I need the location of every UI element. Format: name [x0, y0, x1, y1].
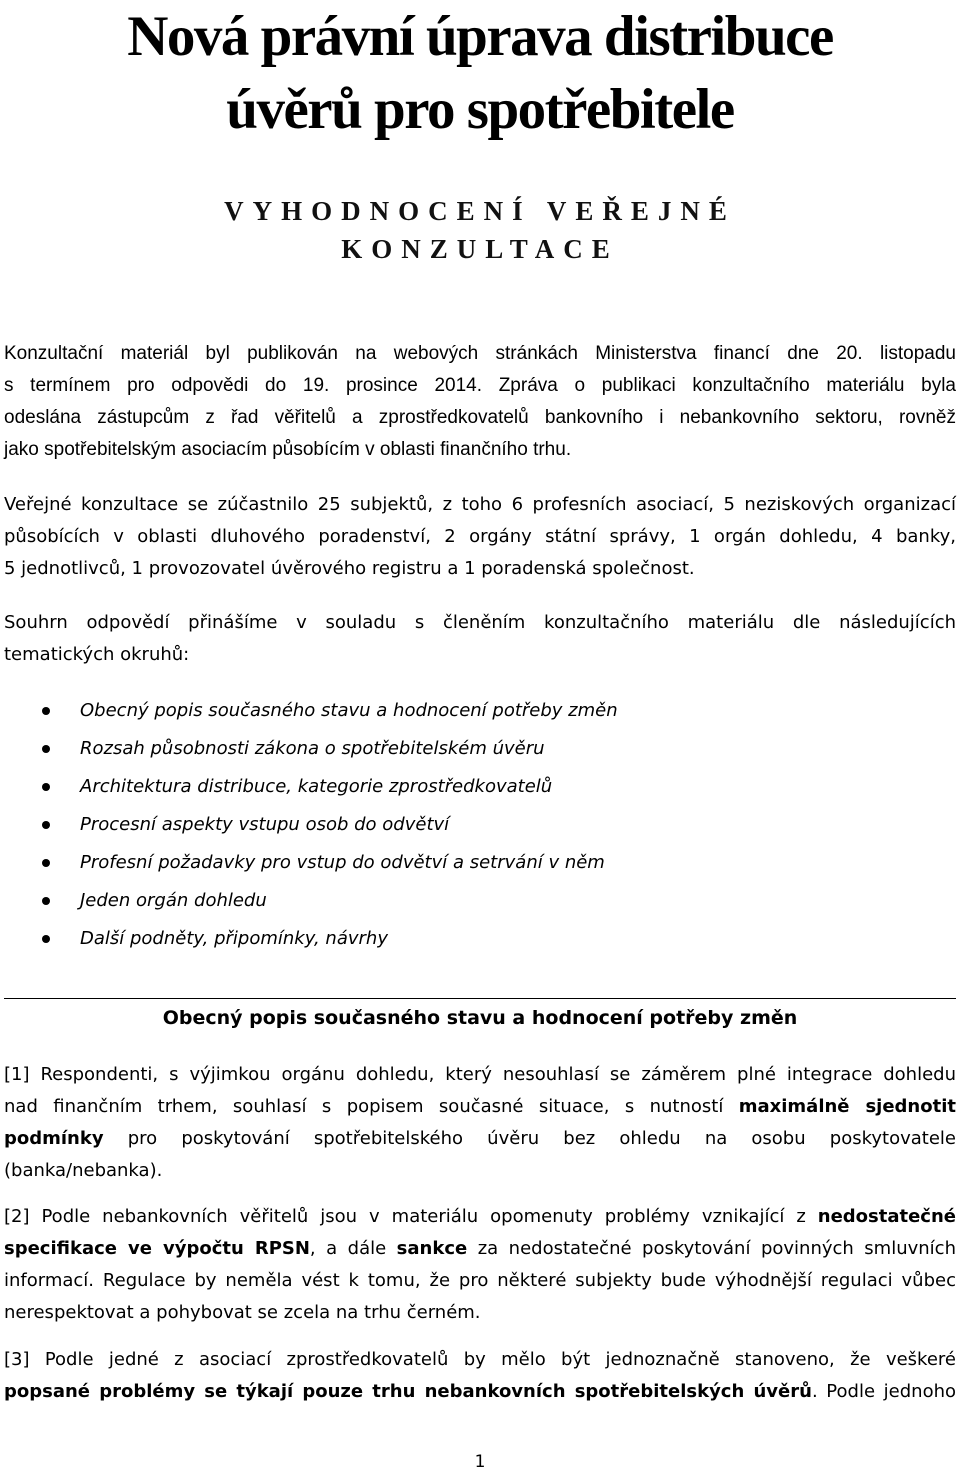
emphasis: specifikace ve výpočtu RPSN — [4, 1238, 310, 1259]
intro-line: s termínem pro odpovědi do 19. prosince 2014. Zpráva o publikaci konzultačního materiálu byla — [4, 375, 956, 396]
title-line-2: úvěrů pro spotřebitele — [226, 78, 734, 141]
summary-line: tematických okruhů: — [4, 644, 190, 665]
bullet-icon — [42, 707, 50, 715]
title-line-1: Nová právní úprava distribuce — [127, 5, 833, 68]
document-title — [0, 0, 960, 146]
emphasis: nedostatečné — [817, 1206, 956, 1227]
item-line: [2] Podle nebankovních věřitelů jsou v materiálu opomenuty problémy vznikající z nedostatečné — [4, 1206, 956, 1227]
item-1-paragraph — [4, 1059, 956, 1187]
subtitle-line-2: KONZULTACE — [341, 234, 619, 264]
list-item: Profesní požadavky pro vstup do odvětví a setrvání v něm — [0, 844, 960, 882]
page-number: 1 — [474, 1452, 486, 1472]
item-line: nad finančním trhem, souhlasí s popisem současné situace, s nutností maximálně sjednotit — [4, 1096, 956, 1117]
emphasis: sankce — [396, 1238, 468, 1259]
list-item: Jeden orgán dohledu — [0, 882, 960, 920]
bullet-icon — [42, 745, 50, 753]
item-line: popsané problémy se týkají pouze trhu nebankovních spotřebitelských úvěrů. Podle jednoho — [4, 1381, 957, 1402]
section-divider — [4, 998, 956, 999]
list-item: Rozsah působnosti zákona o spotřebitelském úvěru — [0, 730, 960, 768]
item-line: [1] Respondenti, s výjimkou orgánu dohledu, který nesouhlasí se záměrem plné integrace dohledu — [4, 1064, 956, 1085]
consultation-line: působících v oblasti dluhového poradenství, 2 orgány státní správy, 1 orgán dohledu, 4 banky, — [4, 526, 956, 547]
bullet-icon — [42, 783, 50, 791]
intro-paragraph — [4, 338, 956, 466]
item-line: (banka/nebanka). — [4, 1160, 163, 1181]
item-line: informací. Regulace by neměla vést k tomu, že pro některé subjekty bude výhodnější regulaci vůbec — [4, 1270, 956, 1291]
list-item: Procesní aspekty vstupu osob do odvětví — [0, 806, 960, 844]
topics-list — [0, 692, 960, 958]
consultation-line: Veřejné konzultace se zúčastnilo 25 subjektů, z toho 6 profesních asociací, 5 neziskových organizací — [4, 494, 956, 515]
intro-line: Konzultační materiál byl publikován na webových stránkách Ministerstva financí dne 20. listopadu — [4, 343, 956, 364]
bullet-icon — [42, 897, 50, 905]
bullet-icon — [42, 821, 50, 829]
emphasis: podmínky — [4, 1128, 104, 1149]
item-line: [3] Podle jedné z asociací zprostředkovatelů by mělo být jednoznačně stanoveno, že veškeré — [4, 1349, 956, 1370]
summary-paragraph — [4, 607, 956, 671]
section-heading: Obecný popis současného stavu a hodnocení potřeby změn — [162, 1007, 798, 1029]
summary-line: Souhrn odpovědí přinášíme v souladu s členěním konzultačního materiálu dle následujících — [4, 612, 956, 633]
intro-line: odeslána zástupcům z řad věřitelů a zprostředkovatelů bankovního i nebankovního sektoru, rovněž — [4, 407, 956, 428]
list-item: Obecný popis současného stavu a hodnocení potřeby změn — [0, 692, 960, 730]
consultation-line: 5 jednotlivců, 1 provozovatel úvěrového registru a 1 poradenská společnost. — [4, 558, 695, 579]
intro-line: jako spotřebitelským asociacím působícím v oblasti finančního trhu. — [4, 439, 572, 460]
document-subtitle — [0, 192, 960, 268]
list-item: Architektura distribuce, kategorie zprostředkovatelů — [0, 768, 960, 806]
bullet-icon — [42, 935, 50, 943]
emphasis: maximálně sjednotit — [738, 1096, 956, 1117]
item-3-paragraph — [4, 1344, 956, 1408]
consultation-paragraph — [4, 489, 956, 585]
list-item: Další podněty, připomínky, návrhy — [0, 920, 960, 958]
emphasis: popsané problémy se týkají pouze trhu nebankovních spotřebitelských úvěrů — [4, 1381, 812, 1402]
item-line: specifikace ve výpočtu RPSN, a dále sankce za nedostatečné poskytování povinných smluvních — [4, 1238, 956, 1259]
item-line: nerespektovat a pohybovat se zcela na trhu černém. — [4, 1302, 481, 1323]
item-line: podmínky pro poskytování spotřebitelského úvěru bez ohledu na osobu poskytovatele — [4, 1128, 956, 1149]
item-2-paragraph — [4, 1201, 956, 1329]
subtitle-line-1: VYHODNOCENÍ VEŘEJNÉ — [224, 196, 736, 226]
bullet-icon — [42, 859, 50, 867]
